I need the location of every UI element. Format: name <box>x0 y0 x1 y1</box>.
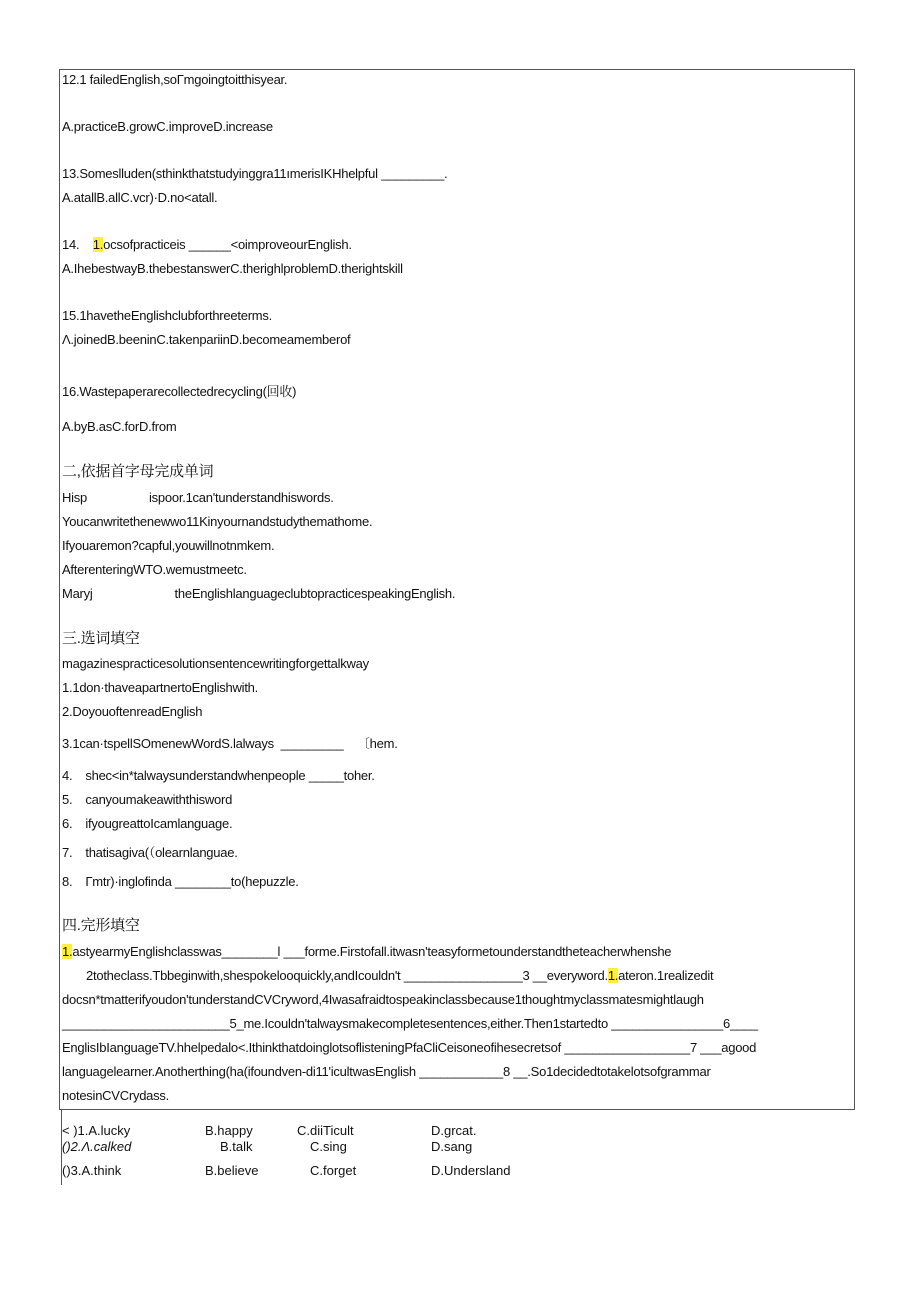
option-2-b: B.talk <box>220 1139 253 1154</box>
sentence-8-number: 8. <box>62 874 73 889</box>
option-3-a: ()3.A.think <box>62 1163 122 1178</box>
section-2-line-1 <box>62 490 334 506</box>
cloze-line-6: languagelearner.Anotherthing(ha(ifoundven-di11'icultwasEnglish ____________8 __.So1decidedtotakelotsofgrammar <box>62 1064 711 1079</box>
question-15-options: Λ.joinedB.beeninC.takenpariinD.becomeamemberof <box>62 332 351 347</box>
cloze-line-1-text: astyearmyEnglishclasswas________l ___forme.Firstofall.itwasn'teasyformetounderstandtheteacherwhenshe <box>72 944 672 959</box>
sentence-3-end: 〔hem. <box>356 736 398 751</box>
highlight-mark: 1. <box>62 944 73 959</box>
sentence-7-text: thatisagiva(（olearnlanguae. <box>85 845 238 860</box>
cloze-line-2-end: ateron.1realizedit <box>618 968 714 983</box>
option-1-a: < )1.A.lucky <box>62 1123 131 1138</box>
cloze-line-3: docsn*tmatterifyoudon'tunderstandCVCryword,4Iwasafraidtospeakinclassbecause1thoughtmyclassmatesmightlaugh <box>62 992 704 1007</box>
section-3-sentence-7 <box>62 845 238 861</box>
question-14-options: A.IhebestwayB.thebestanswerC.therighlproblemD.therightskill <box>62 261 403 276</box>
sentence-8-text: Γmtr)·inglofinda ________to(hepuzzle. <box>85 874 299 889</box>
sentence-7-number: 7. <box>62 845 73 860</box>
section-3-sentence-5 <box>62 792 232 808</box>
section-3-sentence-3 <box>62 736 398 752</box>
section-3-sentence-2: 2.DoyouoftenreadEnglish <box>62 704 203 719</box>
sentence-4-number: 4. <box>62 768 73 783</box>
cloze-line-2-text: 2totheclass.Tbbeginwith,shespokelooquickly,andIcouldn't _________________3 __everyword. <box>86 968 608 983</box>
section-2-line-1-start: Hisp <box>62 490 88 505</box>
section-2-line-3: Ifyouaremon?capful,youwillnotnmkem. <box>62 538 275 553</box>
cloze-line-1 <box>62 944 671 960</box>
section-2-line-2: Youcanwritethenewwo11Kinyournandstudythemathome. <box>62 514 373 529</box>
highlight-mark: 1. <box>607 968 619 983</box>
cloze-line-5: EnglisIbIanguageTV.hhelpedalo<.IthinkthatdoinglotsoflisteningPfaCliCeisoneofihesecretsof __________________7 ___agood <box>62 1040 757 1055</box>
sentence-4-text: shec<in*talwaysunderstandwhenpeople _____toher. <box>85 768 375 783</box>
option-3-b: B.believe <box>205 1163 259 1178</box>
section-3-sentence-8 <box>62 874 299 890</box>
question-12-options: A.practiceB.growC.improveD.increase <box>62 119 273 134</box>
sentence-6-text: ifyougreattoIcamlanguage. <box>85 816 233 831</box>
option-3-c: C.forget <box>310 1163 357 1178</box>
sentence-5-text: canyoumakeawiththisword <box>85 792 233 807</box>
word-bank: magazinespracticesolutionsentencewritingforgettalkway <box>62 656 369 671</box>
sentence-3-text: 3.1can·tspellSOmenewWordS.lalways <box>62 736 274 751</box>
option-2-c: C.sing <box>310 1139 347 1154</box>
highlight-mark: 1. <box>92 237 104 252</box>
option-2-d: D.sang <box>431 1139 473 1154</box>
section-3-sentence-4 <box>62 768 375 784</box>
section-2-line-1-end: ispoor.1can'tunderstandhiswords. <box>149 490 334 505</box>
section-3-sentence-1: 1.1don·thaveapartnertoEnglishwith. <box>62 680 259 695</box>
question-16-options: A.byB.asC.forD.from <box>62 419 177 434</box>
question-13: 13.Someslluden(sthinkthatstudyinggra11ımerisIKHhelpful _________. <box>62 166 448 181</box>
question-14 <box>62 237 352 253</box>
sentence-5-number: 5. <box>62 792 73 807</box>
cloze-line-2 <box>86 968 713 984</box>
option-1-b: B.happy <box>205 1123 253 1138</box>
sentence-3-blank: _________ <box>280 736 344 751</box>
cloze-line-4: ________________________5_me.Icouldn'talwaysmakecompletesentences,either.Then1startedto ________________6____ <box>62 1016 758 1031</box>
section-3-sentence-6 <box>62 816 232 832</box>
section-2-heading: 二,依据首字母完成单词 <box>62 463 214 480</box>
option-1-c: C.diiTicult <box>297 1123 354 1138</box>
question-13-options: A.atallB.allC.vcr)·D.no<atall. <box>62 190 218 205</box>
section-2-line-4: AfterenteringWTO.wemustmeetc. <box>62 562 247 577</box>
question-12: 12.1 failedEnglish,soΓmgoingtoitthisyear. <box>62 72 288 87</box>
section-2-line-5 <box>62 586 455 602</box>
section-4-heading: 四.完形填空 <box>62 917 140 934</box>
question-14-number: 14. <box>62 237 80 252</box>
option-2-a: ()2.Λ.calked <box>62 1139 132 1154</box>
cloze-line-7: notesinCVCrydass. <box>62 1088 170 1103</box>
question-14-text: ocsofpracticeis ______<oimproveourEnglish. <box>103 237 352 252</box>
option-1-d: D.grcat. <box>431 1123 477 1138</box>
question-15: 15.1havetheEnglishclubforthreeterms. <box>62 308 272 323</box>
option-3-d: D.Undersland <box>431 1163 511 1178</box>
question-16: 16.Wastepaperarecollectedrecycling(回收) <box>62 384 297 399</box>
sentence-6-number: 6. <box>62 816 73 831</box>
section-2-line-5-end: theEnglishlanguageclubtopracticespeakingEnglish. <box>174 586 456 601</box>
section-3-heading: 三.选词填空 <box>62 630 140 647</box>
section-2-line-5-start: Maryj <box>62 586 93 601</box>
